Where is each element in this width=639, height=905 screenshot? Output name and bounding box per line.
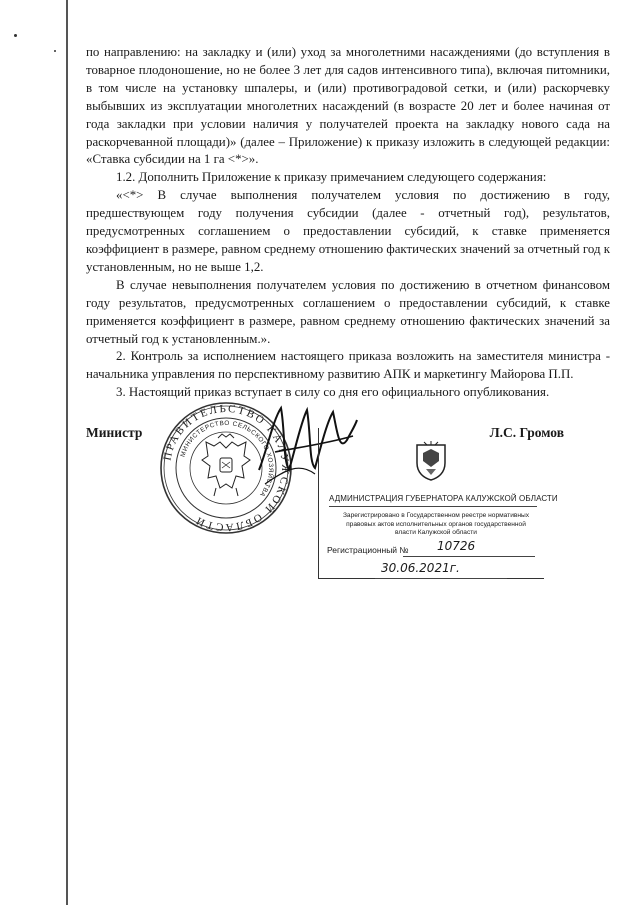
registration-stamp xyxy=(318,428,558,579)
seal-outer-text: ПРАВИТЕЛЬСТВО КАЛУЖСКОЙ ОБЛАСТИ xyxy=(161,402,292,534)
scan-speck xyxy=(14,34,17,37)
stamp-header: АДМИНИСТРАЦИЯ ГУБЕРНАТОРА КАЛУЖСКОЙ ОБЛАСТИ xyxy=(329,494,558,503)
stamp-registration-text: Зарегистрировано в Государственном реестре нормативных правовых актов исполнительных органов государственной власти Калужской области xyxy=(342,512,530,537)
paragraph-nonfulfillment: В случае невыполнения получателем условия по достижению в отчетном финансовом году результатов, предусмотренных соглашением о предоставлении субсидий, к ставке применяется коэффициент в размере, равном среднему отношению фактических значений за отчетный год к установленным.». xyxy=(86,277,610,346)
paragraph-3-effective: 3. Настоящий приказ вступает в силу со дня его официального опубликования. xyxy=(116,385,550,400)
document-body xyxy=(86,44,610,402)
stamp-divider xyxy=(329,506,537,507)
seal-inner-text: МИНИСТЕРСТВО СЕЛЬСКОГО ХОЗЯЙСТВА xyxy=(179,419,275,499)
paragraph-note: «<*> В случае выполнения получателем условия по достижению в году, предшествующем году получения субсидии (далее - отчетный год), результатов, предусмотренных соглашением о предоставлении субсидий, к ставке применяется коэффициент в размере, равном среднему отношению фактических значений за отчетный год к установленным, но не выше 1,2. xyxy=(86,188,610,274)
signer-role: Министр xyxy=(86,425,143,440)
scan-edge-line xyxy=(66,0,68,905)
coat-of-arms-icon xyxy=(414,441,448,481)
registration-date-underline xyxy=(375,578,507,579)
signer-name: Л.С. Громов xyxy=(489,425,564,440)
paragraph-1-2: 1.2. Дополнить Приложение к приказу примечанием следующего содержания: xyxy=(116,170,547,185)
double-eagle-emblem xyxy=(202,434,250,496)
paragraph-2-control: 2. Контроль за исполнением настоящего приказа возложить на заместителя министра - начальника управления по перспективному развитию АПК и маркетингу Майорова П.П. xyxy=(86,349,610,382)
registration-date: 30.06.2021г. xyxy=(381,561,460,575)
registration-number: 10726 xyxy=(437,539,476,553)
registration-number-underline xyxy=(403,556,535,557)
registration-number-label: Регистрационный № xyxy=(327,545,409,555)
scan-speck xyxy=(54,50,56,52)
paragraph-continuation: по направлению: на закладку и (или) уход за многолетними насаждениями (до вступления в товарное плодоношение, но не более 3 лет для садов интенсивного типа), включая питомники, в том числе на установку шпалеры, и (или) противоградовой сетки, и (или) раскорчевку выбывших из эксплуатации многолетних насаждений (в возрасте 20 лет и более начиная от года закладки при условии наличия у получателей проекта на закладку нового сада на раскорчеванной площади)» (далее – Приложение) к приказу изложить в следующей редакции: «Ставка субсидии на 1 га <*>». xyxy=(86,45,610,167)
